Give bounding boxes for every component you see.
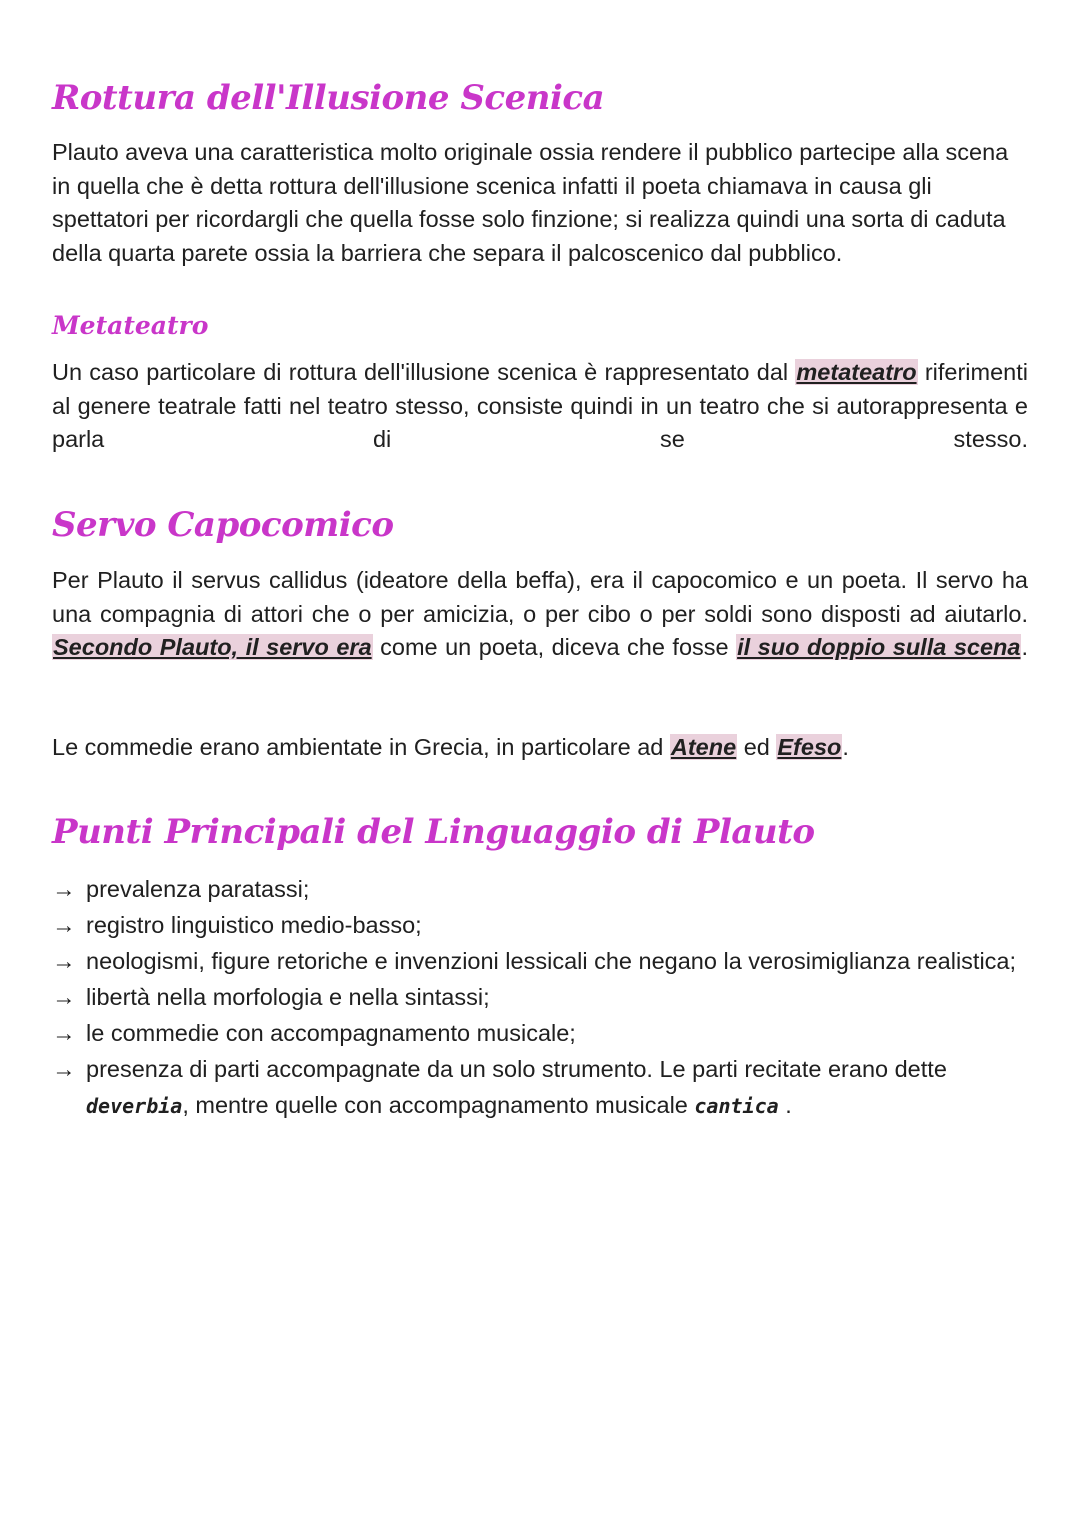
list-item-text: neologismi, figure retoriche e invenzioni lessicali che negano la verosimiglianza realistica; bbox=[86, 948, 1017, 974]
subtitle-metateatro: Metateatro bbox=[52, 311, 209, 340]
paragraph-servo bbox=[52, 564, 1028, 698]
highlight-atene: Atene bbox=[670, 734, 737, 760]
metateatro-text-2: riferimenti al genere teatrale fatti nel teatro stesso, consiste quindi in un teatro che si autorappresenta e parla di se stesso. bbox=[52, 359, 1028, 452]
paragraph-rottura: Plauto aveva una caratteristica molto originale ossia rendere il pubblico partecipe alla scena in quella che è detta rottura dell'illusione scenica infatti il poeta chiamava in causa gli spettatori per ricordargli che quella fosse solo finzione; si realizza quindi una sorta di caduta della quarta parete ossia la barriera che separa il palcoscenico dal pubblico. bbox=[52, 139, 1009, 266]
servo-text-1: Per Plauto il servus callidus (ideatore della beffa), era il capocomico e un poeta. Il servo ha una compagnia di attori che o per amicizia, o per cibo o per soldi sono disposti ad aiutarlo. bbox=[52, 567, 1028, 627]
highlight-metateatro: metateatro bbox=[796, 359, 917, 385]
arrow-icon: → bbox=[52, 912, 76, 938]
list-item bbox=[52, 979, 1028, 1015]
list-item-text: le commedie con accompagnamento musicale; bbox=[86, 1020, 576, 1046]
arrow-icon: → bbox=[52, 876, 76, 902]
ambientazione-text-3: . bbox=[842, 734, 849, 760]
handwritten-cantica: cantica bbox=[694, 1094, 779, 1118]
highlight-suo-doppio: il suo doppio sulla scena bbox=[737, 634, 1021, 660]
metateatro-text-1: Un caso particolare di rottura dell'illusione scenica è rappresentato dal bbox=[52, 359, 796, 385]
section-title-rottura: Rottura dell'Illusione Scenica bbox=[52, 78, 605, 118]
list-item-text: registro linguistico medio-basso; bbox=[86, 912, 422, 938]
arrow-icon: → bbox=[52, 1056, 76, 1082]
section-title-linguaggio: Punti Principali del Linguaggio di Plauto bbox=[52, 812, 815, 852]
list-item-text: libertà nella morfologia e nella sintassi; bbox=[86, 984, 490, 1010]
list-item bbox=[52, 907, 1028, 943]
list-item bbox=[52, 1015, 1028, 1051]
ambientazione-text-1: Le commedie erano ambientate in Grecia, in particolare ad bbox=[52, 734, 670, 760]
handwritten-deverbia: deverbia bbox=[86, 1094, 183, 1118]
servo-text-2: come un poeta, diceva che fosse bbox=[372, 634, 737, 660]
arrow-icon: → bbox=[52, 984, 76, 1010]
servo-text-3: . bbox=[1021, 634, 1028, 660]
list-item-text: prevalenza paratassi; bbox=[86, 876, 310, 902]
paragraph-metateatro bbox=[52, 356, 1028, 457]
paragraph-ambientazione bbox=[52, 731, 1028, 765]
highlight-efeso: Efeso bbox=[777, 734, 842, 760]
linguaggio-list bbox=[52, 871, 1028, 1124]
list-item-text-end: . bbox=[778, 1092, 792, 1118]
list-item-text-middle: , mentre quelle con accompagnamento musicale bbox=[182, 1092, 695, 1118]
arrow-icon: → bbox=[52, 948, 76, 974]
section-title-servo: Servo Capocomico bbox=[52, 505, 394, 545]
list-item-text bbox=[86, 1051, 947, 1124]
list-item bbox=[52, 871, 1028, 907]
list-item bbox=[52, 943, 1028, 979]
highlight-secondo-plauto: Secondo Plauto, il servo era bbox=[53, 634, 372, 660]
list-item bbox=[52, 1051, 1028, 1124]
ambientazione-text-2: ed bbox=[737, 734, 777, 760]
arrow-icon: → bbox=[52, 1020, 76, 1046]
list-item-text-line1: presenza di parti accompagnate da un solo strumento. Le parti recitate erano dette bbox=[86, 1056, 947, 1082]
